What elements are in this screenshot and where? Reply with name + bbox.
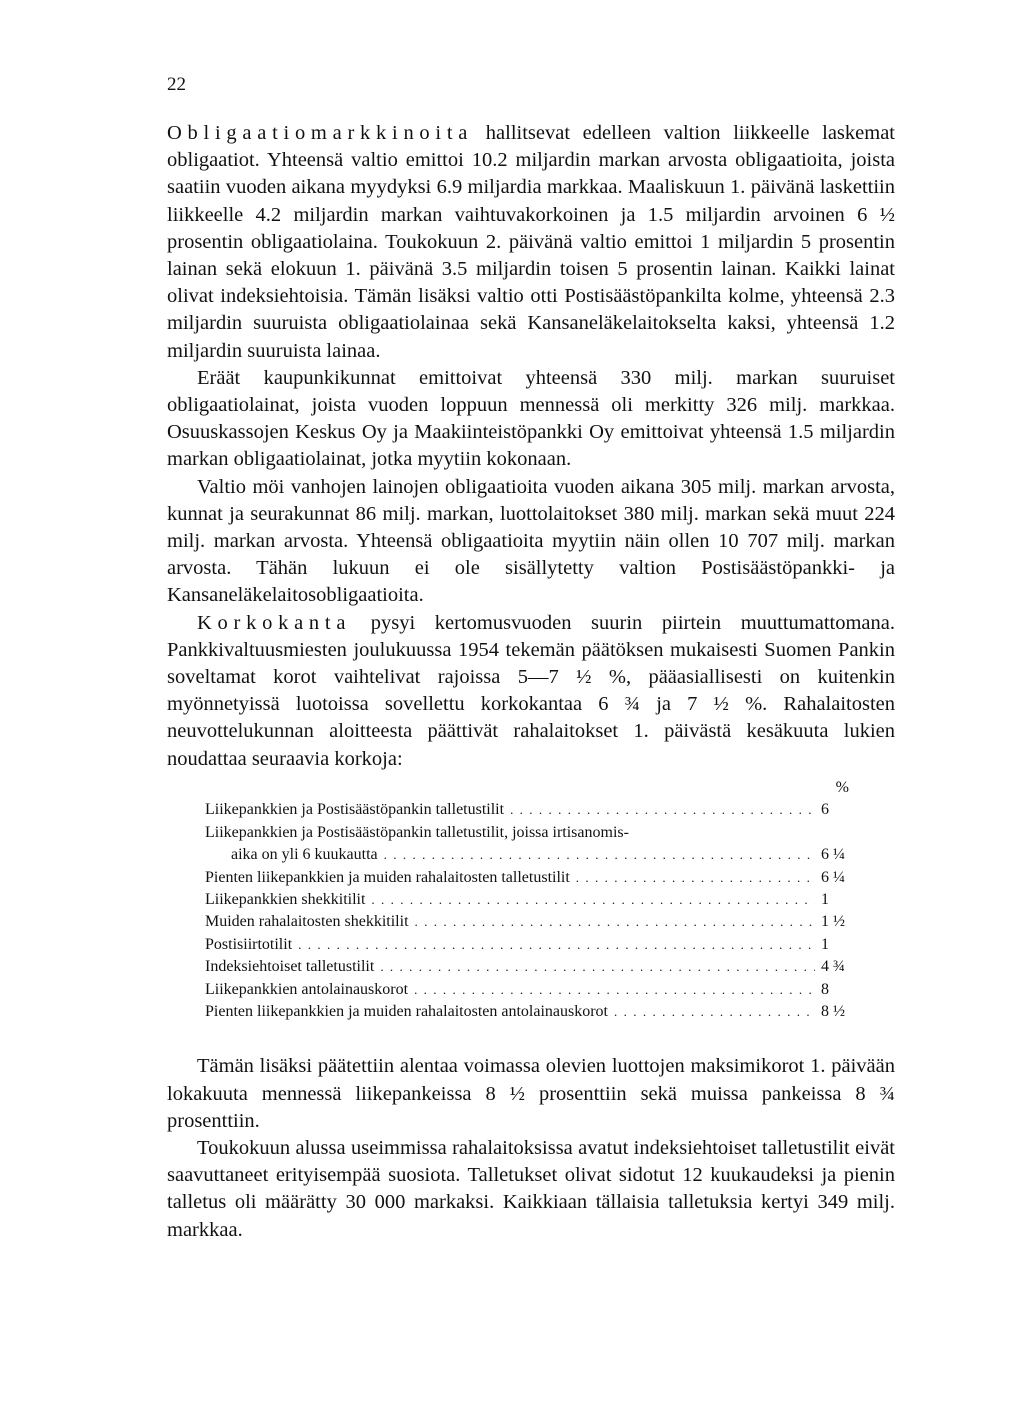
paragraph-maksimikorot: Tämän lisäksi päätettiin alentaa voimassa olevien luottojen maksimikorot 1. päivään lokakuuta mennessä liikepankeissa 8 ½ prosenttiin sekä muissa pankeissa 8 ¾ prosenttiin. xyxy=(167,1055,895,1132)
rate-label: Liikepankkien ja Postisäästöpankin talletustilit, joissa irtisanomis- xyxy=(205,823,629,841)
rate-label: Liikepankkien shekkitilit xyxy=(205,890,366,908)
paragraph-vanhat-lainat: Valtio möi vanhojen lainojen obligaatioita vuoden aikana 305 milj. markan arvosta, kunnat ja seurakunnat 86 milj. markan, luottolaitokset 380 milj. markan sekä muut 224 milj. markan arvosta. Yhteensä obligaatioita myytiin näin ollen 10 707 milj. markan arvosta. Tähän lukuun ei ole sisällytetty valtion Postisäästöpankki- ja Kansaneläkelaitosobligaatioita. xyxy=(167,475,895,607)
leader-dots xyxy=(298,934,815,956)
spaced-heading: Korkokanta xyxy=(197,611,352,634)
table-row xyxy=(205,844,865,866)
paragraph-text: pysyi kertomusvuoden suurin piirtein muuttumattomana. Pankkivaltuusmiesten joulukuussa 1954 tekemän päätöksen mukaisesti Suomen Pankin soveltamat korot vaihtelivat rajoissa 5—7 ½ %, pääasiallisesti on kuitenkin myönnetyissä luotoissa sovellettu korkokantaa 6 ¾ ja 7 ½ %. Rahalaitosten neuvottelukunnan aloitteesta päättivät rahalaitokset 1. päivästä kesäkuuta lukien noudattaa seuraavia korkoja: xyxy=(167,611,895,770)
rate-label: Liikepankkien ja Postisäästöpankin talletustilit xyxy=(205,801,505,819)
page-number: 22 xyxy=(167,74,186,95)
rate-label: Liikepankkien antolainauskorot xyxy=(205,980,409,998)
rate-value: 6 xyxy=(821,801,829,819)
paragraph-kaupunkikunnat: Eräät kaupunkikunnat emittoivat yhteensä 330 milj. markan suuruiset obligaatiolainat, joista vuoden loppuun mennessä oli merkitty 326 milj. markkaa. Osuuskassojen Keskus Oy ja Maakiinteistöpankki Oy emittoivat yhteensä 1.5 miljardin markan obligaatiolainat, jotka myytiin kokonaan. xyxy=(167,366,895,471)
rate-value: 6 ¼ xyxy=(821,868,845,886)
rate-label: Muiden rahalaitosten shekkitilit xyxy=(205,913,409,931)
leader-dots xyxy=(415,911,815,933)
rate-value: 8 ½ xyxy=(821,1002,845,1020)
paragraph-indeksitalletukset: Toukokuun alussa useimmissa rahalaitoksissa avatut indeksiehtoiset talletustilit eivät saavuttaneet erityisempää suosiota. Talletukset olivat sidotut 12 kuukaudeksi ja pienin talletus oli määrätty 30 000 markaksi. Kaikkiaan tällaisia talletuksia kertyi 349 milj. markkaa. xyxy=(167,1136,895,1241)
leader-dots xyxy=(371,889,815,911)
leader-dots xyxy=(414,979,815,1001)
leader-dots xyxy=(614,1001,815,1023)
paragraph-obligaatiomarkkinat xyxy=(167,120,895,365)
rate-label-continuation: aika on yli 6 kuukautta xyxy=(231,846,378,864)
table-row xyxy=(205,934,865,956)
paragraph-text: hallitsevat edelleen valtion liikkeelle laskemat obligaatiot. Yhteensä valtio emittoi 10.2 miljardin markan arvosta obligaatioita, joista saatiin vuoden aikana myydyksi 6.9 miljardia markkaa. Maaliskuun 1. päivänä laskettiin liikkeelle 4.2 miljardin markan vaihtuvakorkoinen ja 1.5 miljardin arvoinen 6 ½ prosentin obligaatiolaina. Toukokuun 2. päivänä valtio emittoi 1 miljardin 5 prosentin lainan sekä elokuun 1. päivänä 3.5 miljardin toisen 5 prosentin lainan. Kaikki lainat olivat indeksiehtoisia. Tämän lisäksi valtio otti Postisäästöpankilta kolme, yhteensä 2.3 miljardin suuruista obligaatiolainaa sekä Kansaneläkelaitokselta kaksi, yhteensä 1.2 miljardin suuruista lainaa. xyxy=(167,122,895,362)
table-row xyxy=(205,867,865,889)
interest-rate-table xyxy=(205,777,865,1023)
rate-value: 1 xyxy=(821,935,829,953)
table-row xyxy=(205,979,865,1001)
leader-dots xyxy=(510,799,815,821)
rate-label: Pienten liikepankkien ja muiden rahalaitosten talletustilit xyxy=(205,868,570,886)
rate-value: 4 ¾ xyxy=(821,958,845,976)
paragraph-korkokanta xyxy=(167,610,895,773)
rate-label: Indeksiehtoiset talletustilit xyxy=(205,958,375,976)
table-row xyxy=(205,889,865,911)
rate-value: 6 ¼ xyxy=(821,846,845,864)
leader-dots xyxy=(380,956,815,978)
table-row xyxy=(205,1001,865,1023)
rate-label: Postisiirtotilit xyxy=(205,935,293,953)
rate-value: 1 ½ xyxy=(821,913,845,931)
table-row xyxy=(205,799,865,821)
table-row xyxy=(205,911,865,933)
rate-label: Pienten liikepankkien ja muiden rahalaitosten antolainauskorot xyxy=(205,1002,608,1020)
leader-dots xyxy=(384,844,815,866)
table-row xyxy=(205,956,865,978)
rate-value: 1 xyxy=(821,890,829,908)
rate-label-line xyxy=(205,822,865,844)
spaced-heading: Obligaatiomarkkinoita xyxy=(167,122,474,144)
rate-unit-header: % xyxy=(835,778,849,796)
text-column xyxy=(167,120,895,1244)
leader-dots xyxy=(576,867,815,889)
rate-value: 8 xyxy=(821,980,829,998)
